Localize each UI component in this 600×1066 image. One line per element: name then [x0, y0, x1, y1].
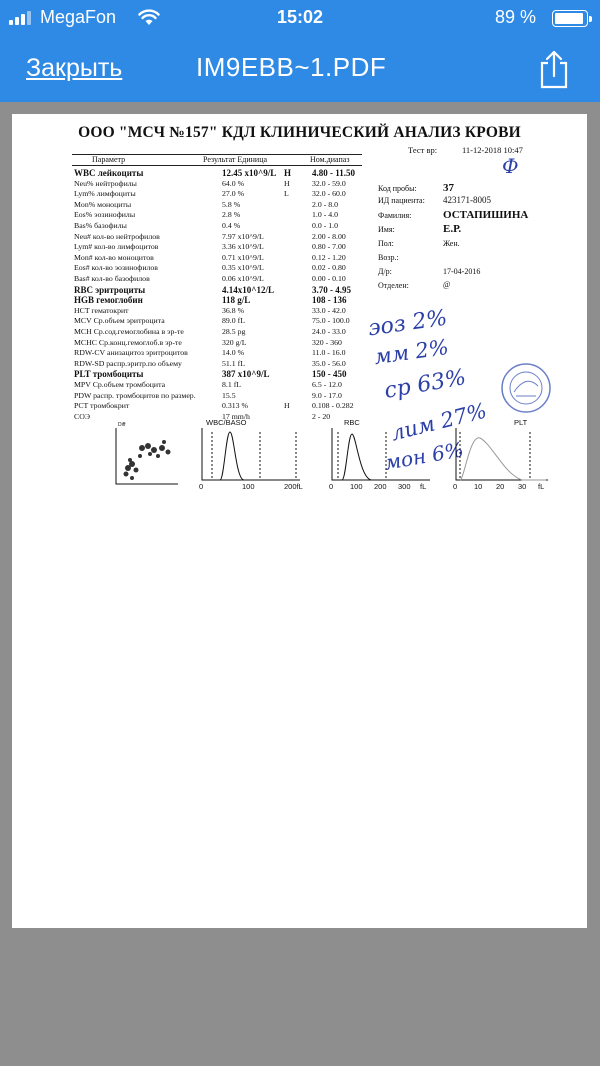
- rbc-tick-4: fL: [420, 482, 427, 491]
- table-cell-param: WBC лейкоциты: [74, 168, 144, 178]
- table-cell-range: 1.0 - 4.0: [312, 210, 338, 220]
- sex-value: Жен.: [443, 239, 460, 248]
- dob-label: Д/р:: [378, 267, 392, 276]
- table-row: [12, 242, 587, 253]
- handwritten-note-lym: лим 27%: [388, 398, 490, 446]
- table-cell-result: 0.4 %: [222, 221, 241, 230]
- table-cell-param: Eos% эозинофилы: [74, 210, 136, 220]
- diff-label: Diff: [118, 422, 126, 428]
- surname-value: ОСТАПИШИНА: [443, 209, 529, 221]
- table-row: [12, 338, 587, 349]
- table-cell-range: 0.108 - 0.282: [312, 401, 354, 411]
- table-cell-result: 0.313 %: [222, 401, 248, 411]
- table-cell-range: 32.0 - 59.0: [312, 178, 346, 188]
- table-cell-range: 4.80 - 11.50: [312, 168, 356, 178]
- rbc-label: RBC: [344, 418, 360, 427]
- dept-label: Отделен:: [378, 281, 409, 290]
- battery-icon: [552, 10, 588, 27]
- table-cell-range: 75.0 - 100.0: [312, 316, 350, 326]
- table-row: [12, 306, 587, 317]
- table-cell-range: 0.00 - 0.10: [312, 274, 346, 283]
- plt-tick-4: fL: [538, 482, 545, 491]
- patient-id-value: 423171-8005: [443, 195, 491, 205]
- table-cell-result: 15.5: [222, 390, 236, 400]
- handwritten-mark: Ф: [502, 154, 519, 178]
- table-cell-result: 0.35 x10^9/L: [222, 263, 264, 273]
- table-row: [12, 295, 587, 306]
- column-param: Параметр: [92, 155, 126, 164]
- plt-tick-3: 30: [518, 482, 527, 491]
- table-cell-flag: H: [284, 168, 292, 178]
- plt-label: PLT: [514, 418, 528, 427]
- table-cell-result: 118 g/L: [222, 295, 251, 306]
- lab-report: [12, 114, 587, 534]
- column-range: Ном.диапаз: [310, 155, 350, 164]
- table-cell-range: 32.0 - 60.0: [312, 189, 346, 199]
- table-cell-param: Eos# кол-во эозинофилов: [74, 263, 158, 273]
- table-cell-param: СОЭ: [74, 411, 90, 421]
- table-cell-range: 0.02 - 0.80: [312, 263, 346, 273]
- table-cell-range: 0.12 - 1.20: [312, 252, 346, 262]
- table-cell-param: PLT тромбоциты: [74, 369, 144, 380]
- table-cell-result: 36.8 %: [222, 305, 245, 315]
- table-cell-flag: L: [284, 189, 289, 199]
- dob-value: 17-04-2016: [443, 267, 481, 276]
- table-row: [12, 263, 587, 274]
- share-icon[interactable]: [536, 49, 572, 89]
- table-cell-result: 320 g/L: [222, 337, 247, 347]
- table-cell-param: PDW распр. тромбоцитов по размер.: [74, 390, 196, 400]
- sample-label: Код пробы:: [378, 184, 417, 193]
- handwritten-note-neu: ср 63%: [382, 365, 468, 404]
- name-value: Е.Р.: [443, 223, 462, 235]
- rbc-tick-1: 100: [350, 482, 363, 491]
- table-cell-range: 0.0 - 1.0: [312, 221, 338, 230]
- table-cell-param: MCH Ср.сод.гемоглобина в эр-те: [74, 327, 184, 336]
- table-cell-result: 0.71 x10^9/L: [222, 252, 264, 262]
- wbc-label: WBC/BASO: [206, 418, 247, 427]
- seal-stamp: [500, 362, 552, 414]
- table-cell-result: 387 x10^9/L: [222, 369, 270, 380]
- table-cell-range: 320 - 360: [312, 337, 342, 347]
- table-cell-param: Neu# кол-во нейтрофилов: [74, 231, 160, 241]
- table-row: [12, 327, 587, 338]
- table-cell-param: HGB гемоглобин: [74, 295, 143, 306]
- table-cell-range: 11.0 - 16.0: [312, 348, 346, 358]
- table-cell-param: Neu% нейтрофилы: [74, 178, 137, 188]
- table-row: [12, 274, 587, 285]
- age-label: Возр.:: [378, 253, 399, 262]
- table-row: [12, 253, 587, 264]
- table-cell-param: MCHC Ср.конц.гемоглоб.в эр-те: [74, 337, 182, 347]
- table-row: [12, 179, 587, 190]
- table-row: [12, 316, 587, 327]
- clock: 15:02: [276, 7, 324, 27]
- table-cell-result: 2.8 %: [222, 210, 241, 220]
- wbc-tick-2: 200fL: [284, 482, 303, 491]
- table-cell-param: Mon% моноциты: [74, 199, 132, 209]
- table-cell-flag: H: [284, 401, 290, 411]
- report-title: ООО "МСЧ №157" КДЛ КЛИНИЧЕСКИЙ АНАЛИЗ КРОВИ: [78, 124, 521, 141]
- table-cell-range: 2.0 - 8.0: [312, 199, 338, 209]
- table-cell-result: 5.8 %: [222, 199, 241, 209]
- table-cell-range: 3.70 - 4.95: [312, 284, 351, 295]
- table-cell-param: PCT тромбокрит: [74, 401, 130, 411]
- table-row: [12, 348, 587, 359]
- table-cell-result: 12.45 x10^9/L: [222, 168, 277, 178]
- table-cell-result: 3.36 x10^9/L: [222, 242, 264, 252]
- table-cell-result: 0.06 x10^9/L: [222, 274, 264, 283]
- plt-tick-0: 0: [453, 482, 458, 491]
- table-cell-param: RDW-SD распр.эритр.по объему: [74, 358, 182, 368]
- table-cell-param: RBC эритроциты: [74, 284, 146, 295]
- table-cell-param: MPV Ср.объем тромбоцита: [74, 380, 166, 389]
- table-row: [12, 221, 587, 232]
- table-cell-result: 14.0 %: [222, 348, 245, 358]
- dept-value: @: [443, 280, 451, 289]
- table-row: [12, 189, 587, 200]
- table-cell-result: 17 mm/h: [222, 411, 250, 421]
- table-cell-param: Lym% лимфоциты: [74, 189, 136, 199]
- table-cell-param: Mon# кол-во моноцитов: [74, 252, 154, 262]
- table-cell-result: 64.0 %: [222, 178, 245, 188]
- close-button[interactable]: Закрыть: [26, 54, 123, 82]
- table-cell-range: 2.00 - 8.00: [312, 231, 346, 241]
- table-cell-result: 51.1 fL: [222, 358, 245, 368]
- table-row: [12, 285, 587, 296]
- table-cell-param: RDW-CV анизацитоз эритроцитов: [74, 348, 188, 358]
- battery-percent: 89 %: [494, 7, 536, 27]
- rbc-tick-0: 0: [329, 482, 334, 491]
- patient-id-label: ИД пациента:: [378, 196, 425, 205]
- status-bar: [0, 0, 600, 34]
- rbc-tick-2: 200: [374, 482, 387, 491]
- column-result: Результат Единица: [203, 155, 268, 164]
- table-cell-result: 27.0 %: [222, 189, 245, 199]
- wbc-tick-1: 100: [242, 482, 255, 491]
- table-cell-flag: H: [284, 178, 290, 188]
- rbc-histogram: [328, 418, 433, 491]
- pdf-page[interactable]: [12, 114, 587, 928]
- table-cell-range: 9.0 - 17.0: [312, 390, 342, 400]
- table-cell-param: MCV Ср.объем эритроцита: [74, 316, 165, 326]
- document-title: IM9EBB~1.PDF: [196, 52, 387, 82]
- navigation-bar: [0, 34, 600, 102]
- handwritten-note-mono: мм 2%: [372, 334, 451, 370]
- test-datetime: 11-12-2018 10:47: [462, 145, 523, 155]
- table-cell-param: HCT гематокрит: [74, 305, 129, 315]
- table-cell-result: 89.0 fL: [222, 316, 245, 326]
- carrier-name: MegaFon: [40, 7, 117, 27]
- table-cell-range: 2 - 20: [312, 411, 331, 421]
- handwritten-note-mon: мон 6%: [382, 437, 466, 475]
- wbc-histogram: [198, 418, 303, 491]
- plt-histogram: [452, 418, 552, 491]
- table-cell-param: Bas# кол-во базофилов: [74, 274, 150, 283]
- wbc-tick-0: 0: [199, 482, 204, 491]
- table-cell-result: 4.14x10^12/L: [222, 284, 274, 295]
- table-cell-result: 8.1 fL: [222, 380, 242, 389]
- table-cell-range: 33.0 - 42.0: [312, 305, 346, 315]
- table-cell-range: 6.5 - 12.0: [312, 380, 342, 389]
- rbc-tick-3: 300: [398, 482, 411, 491]
- table-row: [12, 168, 587, 179]
- table-cell-range: 150 - 450: [312, 369, 347, 380]
- table-cell-result: 7.97 x10^9/L: [222, 231, 264, 241]
- plt-tick-1: 10: [474, 482, 483, 491]
- table-cell-param: Bas% базофилы: [74, 221, 127, 230]
- plt-tick-2: 20: [496, 482, 505, 491]
- table-cell-range: 24.0 - 33.0: [312, 327, 346, 336]
- table-cell-result: 28.5 pg: [222, 327, 246, 336]
- handwritten-note-eos: эоз 2%: [366, 305, 449, 342]
- name-label: Имя:: [378, 225, 395, 234]
- table-cell-range: 0.80 - 7.00: [312, 242, 346, 252]
- test-label: Тест вр:: [408, 145, 438, 155]
- table-cell-range: 35.0 - 56.0: [312, 358, 346, 368]
- sample-value: 37: [443, 182, 454, 194]
- table-cell-range: 108 - 136: [312, 295, 347, 306]
- surname-label: Фамилия:: [378, 211, 412, 220]
- table-cell-param: Lym# кол-во лимфоцитов: [74, 242, 159, 252]
- diff-scatter: [112, 422, 180, 488]
- table-row: [12, 232, 587, 243]
- sex-label: Пол:: [378, 239, 394, 248]
